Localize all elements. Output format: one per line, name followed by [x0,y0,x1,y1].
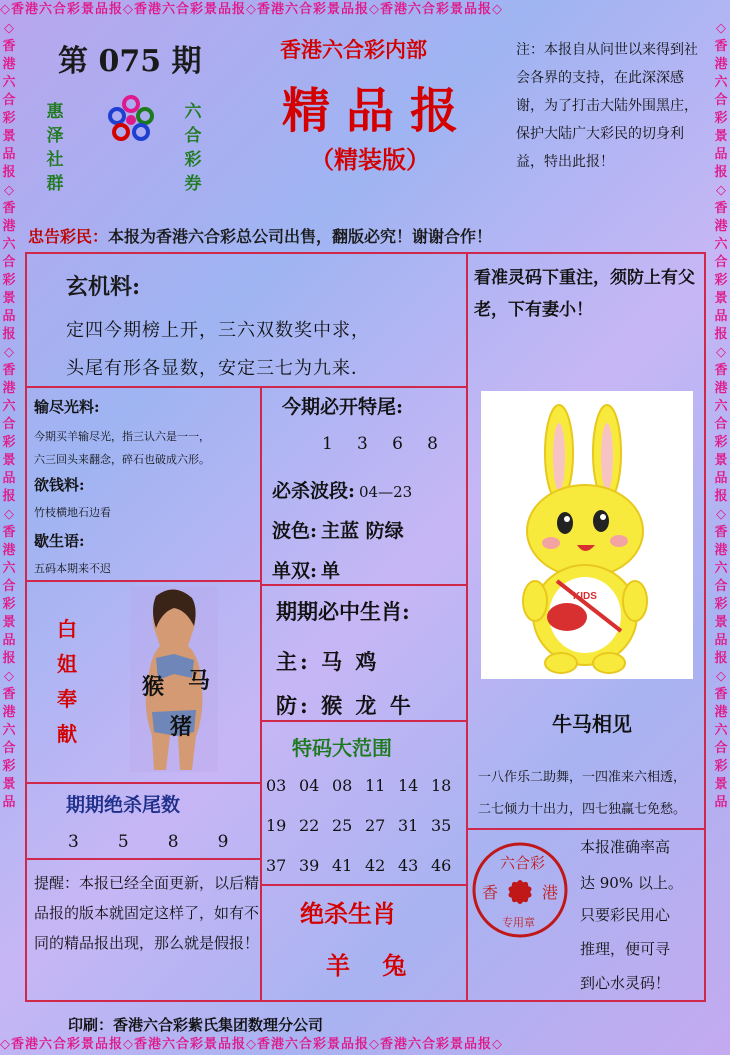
rabbit-badge: KIDS [573,591,597,602]
shengxiao-fang-row [276,690,414,720]
accuracy-line: 只要彩民用心 [580,906,671,924]
seal-bottom-text: 专用章 [502,916,535,929]
print-text: 香港六合彩紫氏集团数理分公司 [113,1016,324,1034]
logo-right-text [180,100,206,196]
range-row [266,856,466,896]
edition-label: （精装版） [310,145,430,174]
logo-left-text [42,100,68,196]
divider [27,580,260,582]
xuanji-title: 玄机料: [66,274,141,300]
reminder-text: 提醒：本报已经全面更新，以后精品报的版本就固定这样了，如有不同的精品报出现，那么就是假报！ [34,874,260,952]
accuracy-line: 本报准确率高 [580,838,671,856]
tewei-number: 3 [357,434,370,454]
beauty-side-char: 奉 [57,687,77,711]
range-cell: 04 [299,776,320,795]
yuqian-title: 欲钱料: [34,476,85,494]
shengxiao-fang-value: 猴 龙 牛 [321,693,414,718]
left-border-text: ◇香港六合彩景品报◇香港六合彩景品报◇香港六合彩景品报◇香港六合彩景品报◇香港六合彩景品 [2,21,16,810]
shengxiao-main-label: 主: [276,649,311,674]
accuracy-line: 到心水灵码！ [580,974,671,992]
range-cell: 42 [365,856,386,875]
range-grid [266,776,466,896]
logo-left-char: 泽 [46,126,64,146]
kill-title: 绝杀生肖 [300,899,396,928]
niuma-title: 牛马相见 [552,712,632,736]
print-line [68,1014,323,1035]
accuracy-line: 达 90% 以上。 [580,874,683,892]
tewei-numbers [322,434,440,454]
tewei-title: 今期必开特尾: [282,396,404,418]
header-note: 注：本报自从问世以来得到社会各界的支持，在此深深感谢，为了打击大陆外围黑庄，保护大陆广大彩民的切身利益，特出此报！ [516,42,698,170]
logo-right-char: 六 [184,102,202,122]
shuju-line: 今期买羊输尽光，指三认六是一一， [34,430,210,443]
jsws-numbers [68,832,230,852]
rabbit-icon [481,391,693,679]
niuma-poem-line: 二七倾力十出力，四七独赢七免愁。 [478,802,687,817]
tewei-number: 6 [392,434,405,454]
divider [466,254,468,1000]
range-cell: 46 [431,856,452,875]
niuma-poem-line: 一八作乐二助舞，一四准来六相透， [478,770,687,785]
beauty-side-text [55,612,79,752]
range-cell: 22 [299,816,320,835]
shengxiao-title: 期期必中生肖: [276,599,410,624]
range-cell: 41 [332,856,353,875]
shuju-line: 六三回头来翻念，碎石也破成六形。 [34,453,210,466]
divider [262,584,466,586]
girl-zodiac-char: 猪 [170,714,193,740]
divider [27,386,466,388]
logo-right-char: 券 [184,174,202,194]
danshuang-value: 单 [321,560,341,582]
tewei-number: 1 [322,434,335,454]
xuanji-line: 头尾有形各显数，安定三七为九来． [66,358,370,379]
right-border-text: ◇香港六合彩景品报◇香港六合彩景品报◇香港六合彩景品报◇香港六合彩景品报◇香港六合彩景品 [714,21,728,810]
lottery-logo-icon [105,94,157,146]
sub-title: 香港六合彩内部 [280,37,427,62]
shuju-title: 输尽光料: [34,398,100,416]
jsws-number: 8 [167,832,181,852]
logo-left-char: 惠 [46,102,64,122]
logo-right-char: 彩 [184,150,202,170]
jsws-number: 9 [217,832,231,852]
range-cell: 37 [266,856,287,875]
range-cell: 27 [365,816,386,835]
logo-left-char: 群 [46,174,64,194]
range-cell: 43 [398,856,419,875]
beauty-side-char: 献 [57,722,77,746]
warning-line [28,224,492,247]
warning-text: 本报为香港六合彩总公司出售，翻版必究！谢谢合作！ [108,227,493,246]
beauty-side-char: 姐 [57,652,77,676]
range-title: 特码大范围 [292,736,392,760]
seal-left-text: 香 [482,883,499,902]
tewei-number: 8 [427,434,440,454]
bose-label: 波色: [272,520,318,542]
right-top-note: 看准灵码下重注，须防上有父老，下有妻小！ [474,268,695,320]
shengxiao-main-value: 马 鸡 [321,649,380,674]
seal-stamp-icon [470,840,570,940]
yuqian-text: 竹枝横地石边看 [34,506,111,519]
top-border-text: ◇香港六合彩景品报◇香港六合彩景品报◇香港六合彩景品报◇香港六合彩景品报◇ [0,2,503,17]
range-cell: 11 [365,776,386,795]
bisha-row [272,476,412,503]
range-row [266,776,466,816]
logo-right-char: 合 [184,126,202,146]
shengxiao-main-row [276,646,379,676]
danshuang-label: 单双: [272,560,318,582]
range-cell: 31 [398,816,419,835]
jsws-number: 5 [117,832,131,852]
warning-label: 忠告彩民： [28,227,109,246]
bottom-border-text: ◇香港六合彩景品报◇香港六合彩景品报◇香港六合彩景品报◇香港六合彩景品报◇ [0,1037,503,1052]
accuracy-line: 推理，便可寻 [580,940,671,958]
divider [262,720,466,722]
range-row [266,816,466,856]
shengxiao-fang-label: 防: [276,693,311,718]
main-title: 精品报 [282,83,475,139]
xiesheng-text: 五码本期来不迟 [34,562,111,575]
bose-row [272,516,404,543]
jsws-number: 3 [68,832,81,852]
bisha-label: 必杀波段: [272,480,356,502]
xuanji-line: 定四今期榜上开，三六双数奖中求， [66,320,370,341]
print-label: 印刷： [68,1016,114,1034]
seal-top-text: 六合彩 [500,854,546,872]
range-cell: 18 [431,776,452,795]
range-cell: 25 [332,816,353,835]
masthead [20,22,710,197]
range-cell: 08 [332,776,353,795]
issue-number: 第 075 期 [58,44,202,79]
bose-value: 主蓝 防绿 [321,520,404,542]
girl-zodiac-char: 猴 [142,674,165,700]
bisha-value: 04—23 [359,483,413,501]
jsws-title: 期期绝杀尾数 [66,794,181,816]
divider [27,782,260,784]
range-cell: 14 [398,776,419,795]
girl-zodiac-char: 马 [188,668,211,694]
range-cell: 03 [266,776,287,795]
divider [468,828,704,830]
kill-values: 羊 兔 [326,951,419,980]
seal-right-text: 港 [542,883,559,902]
logo-left-char: 社 [46,150,64,170]
rabbit-illustration [481,391,693,679]
xiesheng-title: 歇生语: [34,532,85,550]
range-cell: 39 [299,856,320,875]
range-cell: 19 [266,816,287,835]
range-cell: 35 [431,816,452,835]
danshuang-row [272,556,340,583]
divider [27,858,260,860]
beauty-side-char: 白 [57,617,77,641]
